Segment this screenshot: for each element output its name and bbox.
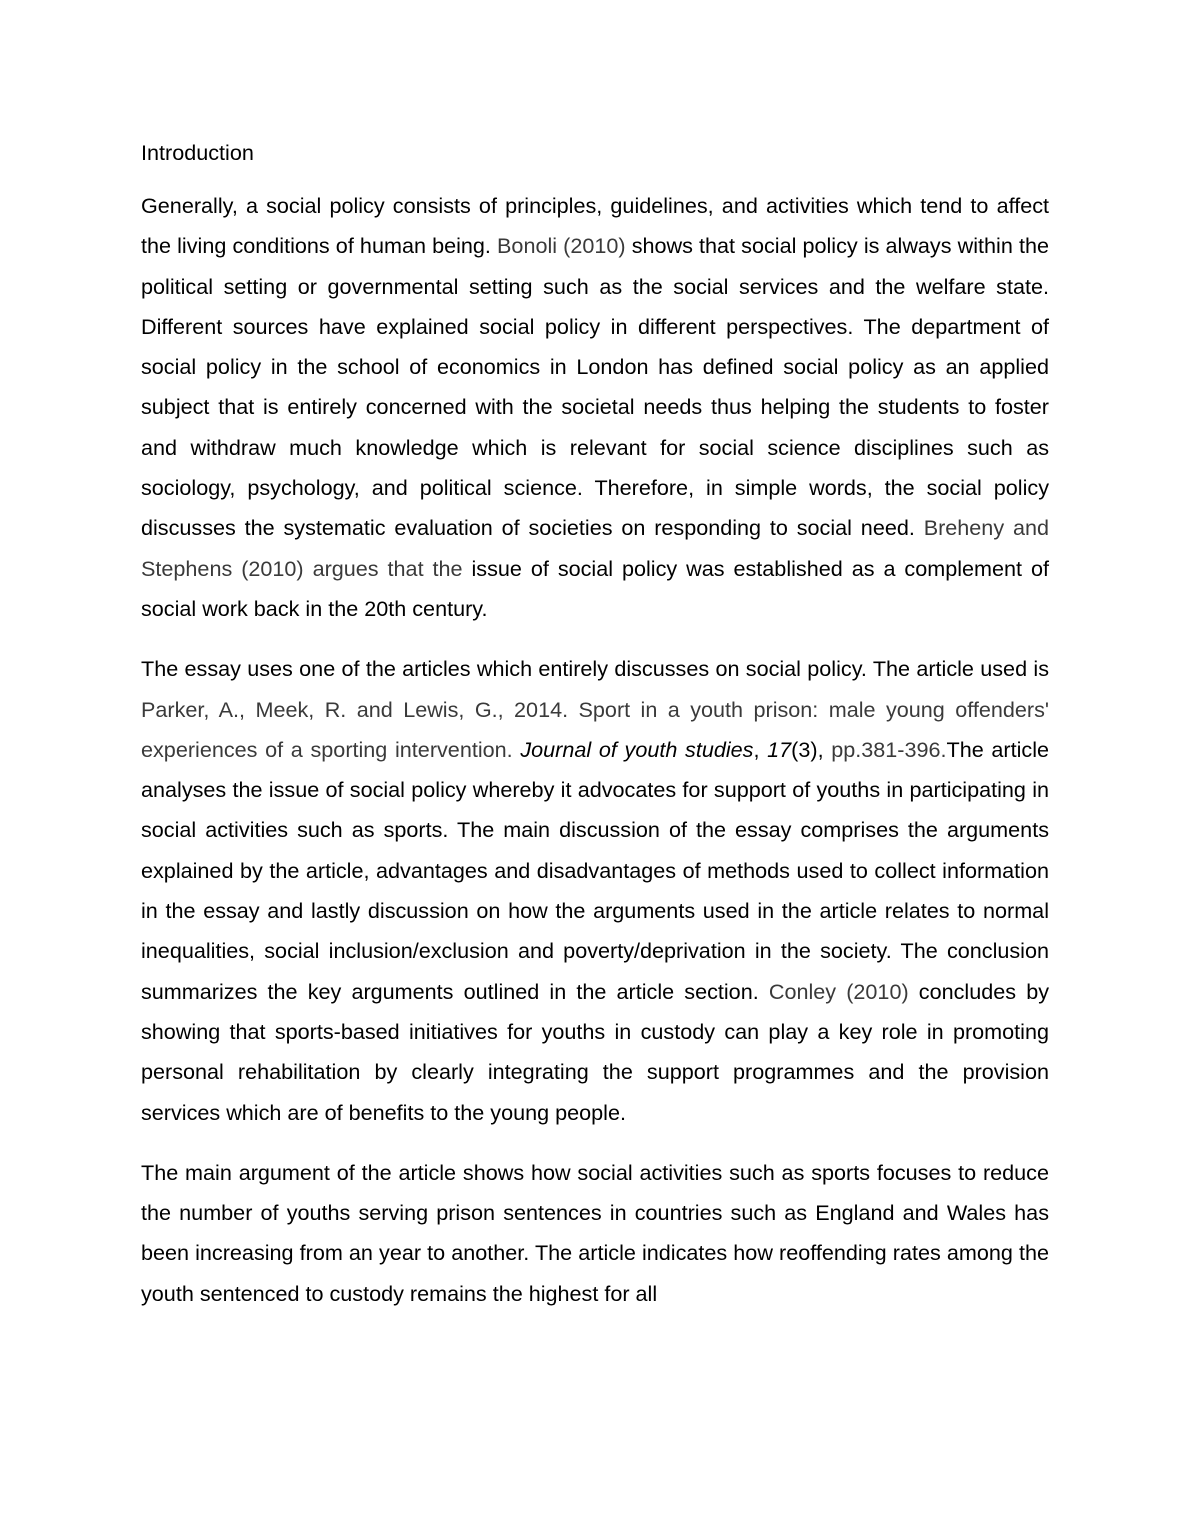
reference-journal: Journal of youth studies	[520, 736, 754, 762]
paragraph-text: Generally, a social policy consists of principles, guidelines, and activities which tend to affect the living conditions of human being.	[141, 193, 1049, 259]
paragraph-introduction	[141, 186, 1049, 629]
citation-breheny-stephens: Breheny and Stephens (2010) argues that the	[141, 515, 1049, 581]
reference-authors-title: Parker, A., Meek, R. and Lewis, G., 2014. Sport in a youth prison: male young offenders' experiences of a sporting intervention.	[141, 696, 1049, 762]
reference-issue: (3),	[791, 736, 832, 762]
section-heading: Introduction	[141, 140, 254, 165]
reference-separator: ,	[753, 736, 768, 762]
reference-volume: 17	[767, 736, 792, 762]
paragraph-article-overview	[141, 649, 1049, 1133]
paragraph-text: concludes by showing that sports-based initiatives for youths in custody can play a key role in promoting personal rehabilitation by clearly integrating the support programmes and the provision services which are of benefits to the young people.	[141, 978, 1049, 1125]
paragraph-text: The article analyses the issue of social policy whereby it advocates for support of youths in participating in social activities such as sports. The main discussion of the essay comprises the arguments explained by the article, advantages and disadvantages of methods used to collect information in the essay and lastly discussion on how the arguments used in the article relates to normal inequalities, social inclusion/exclusion and poverty/deprivation in the society. The conclusion summarizes the key arguments outlined in the article section.	[141, 736, 1050, 1004]
paragraph-text: issue of social policy was established as a complement of social work back in the 20th century.	[141, 555, 1049, 621]
paragraph-text: The main argument of the article shows how social activities such as sports focuses to reduce the number of youths serving prison sentences in countries such as England and Wales has been increasing from an year to another. The article indicates how reoffending rates among the youth sentenced to custody remains the highest for all	[141, 1159, 1049, 1306]
citation-bonoli: Bonoli (2010)	[497, 233, 626, 259]
document-body	[141, 138, 1049, 1334]
paragraph-text: shows that social policy is always within the political setting or governmental setting such as the social services and the welfare state. Different sources have explained social policy in different perspectives. The department of social policy in the school of economics in London has defined social policy as an applied subject that is entirely concerned with the societal needs thus helping the students to foster and withdraw much knowledge which is relevant for social science disciplines such as sociology, psychology, and political science. Therefore, in simple words, the social policy discusses the systematic evaluation of societies on responding to social need.	[141, 233, 1049, 541]
reference-pages: pp.381-396.	[831, 736, 947, 762]
paragraph-text: The essay uses one of the articles which entirely discusses on social policy. The article used is	[141, 656, 1049, 682]
citation-conley: Conley (2010)	[768, 978, 909, 1004]
paragraph-main-argument	[141, 1153, 1049, 1314]
